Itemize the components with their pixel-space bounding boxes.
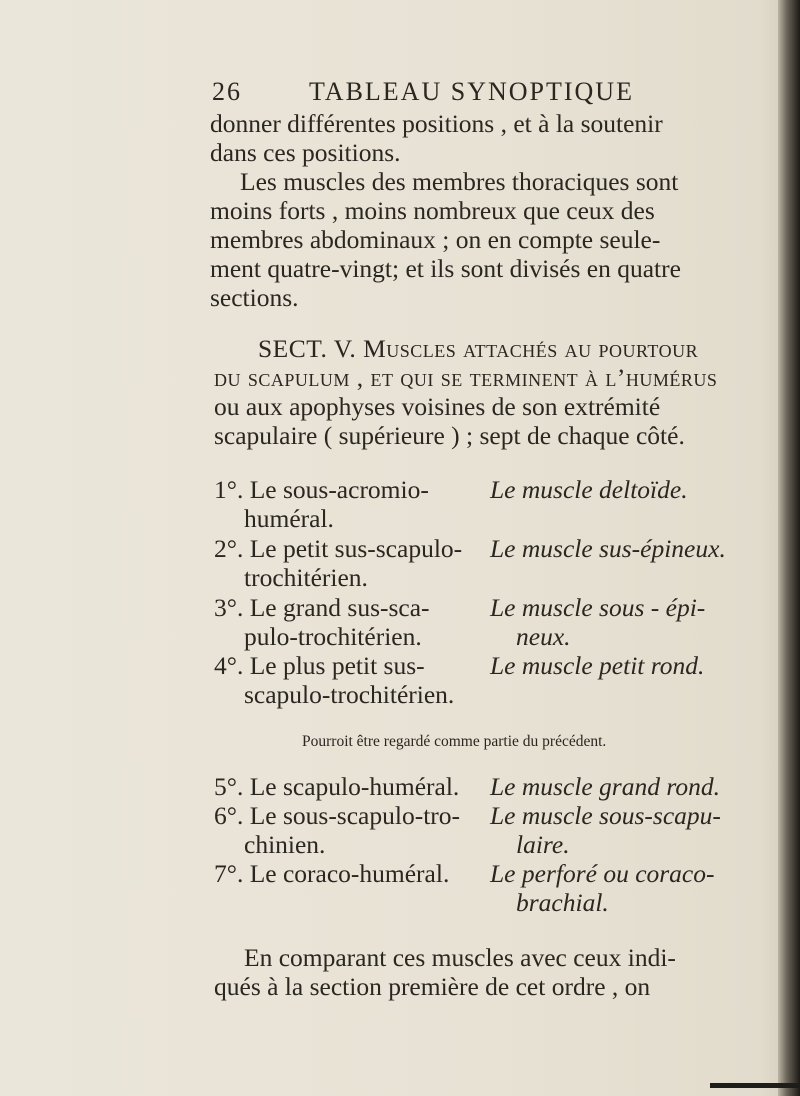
muscle-3-common-name-cont: neux. (516, 622, 571, 651)
page-number: 26 (212, 77, 242, 106)
muscle-6-common-name: Le muscle sous-scapu- (490, 801, 721, 830)
muscle-4-name-cont: scapulo-trochitérien. (244, 680, 455, 709)
intro-line-6: ment quatre-vingt; et ils sont divisés en quatre (210, 254, 681, 283)
closing-line-2: qués à la section première de cet ordre , on (214, 972, 651, 1001)
intro-line-3: Les muscles des membres thoraciques sont (240, 167, 679, 196)
muscle-3-name-cont: pulo-trochitérien. (244, 622, 422, 651)
intro-line-5: membres abdominaux ; on en compte seule- (210, 225, 661, 254)
footnote: Pourroit être regardé comme partie du précédent. (302, 733, 607, 750)
muscle-5-common-name: Le muscle grand rond. (490, 772, 720, 801)
muscle-5-name: 5°. Le scapulo-huméral. (214, 772, 460, 801)
muscle-2-common-name: Le muscle sus-épineux. (490, 534, 726, 563)
muscle-1-common-name: Le muscle deltoïde. (490, 475, 688, 504)
intro-line-7: sections. (210, 283, 299, 312)
muscle-2-name-cont: trochitérien. (244, 563, 368, 592)
intro-line-1: donner différentes positions , et à la soutenir (210, 109, 663, 138)
muscle-7-common-name: Le perforé ou coraco- (490, 859, 715, 888)
page-edge-shadow (778, 0, 800, 1096)
muscle-6-name: 6°. Le sous-scapulo-tro- (214, 801, 461, 830)
section-heading-line-3: ou aux apophyses voisines de son extrémité (214, 392, 661, 421)
muscle-7-common-name-cont: brachial. (516, 888, 609, 917)
muscle-6-name-cont: chinien. (244, 830, 326, 859)
section-heading-line-4: scapulaire ( supérieure ) ; sept de chaque côté. (214, 421, 685, 450)
muscle-1-name-cont: huméral. (244, 504, 334, 533)
running-title: TABLEAU SYNOPTIQUE (309, 77, 634, 106)
page-bottom-rule (710, 1083, 800, 1088)
muscle-3-common-name: Le muscle sous - épi- (490, 593, 706, 622)
muscle-4-name: 4°. Le plus petit sus- (214, 651, 425, 680)
muscle-2-name: 2°. Le petit sus-scapulo- (214, 534, 463, 563)
muscle-7-name: 7°. Le coraco-huméral. (214, 859, 450, 888)
intro-line-2: dans ces positions. (210, 138, 401, 167)
muscle-1-name: 1°. Le sous-acromio- (214, 475, 429, 504)
muscle-3-name: 3°. Le grand sus-sca- (214, 593, 430, 622)
intro-line-4: moins forts , moins nombreux que ceux des (210, 196, 655, 225)
section-heading-line-2: du scapulum , et qui se terminent à l’humérus (214, 363, 718, 392)
section-heading-line-1: SECT. V. Muscles attachés au pourtour (258, 334, 699, 363)
muscle-6-common-name-cont: laire. (516, 830, 570, 859)
closing-line-1: En comparant ces muscles avec ceux indi- (244, 943, 676, 972)
muscle-4-common-name: Le muscle petit rond. (490, 651, 705, 680)
